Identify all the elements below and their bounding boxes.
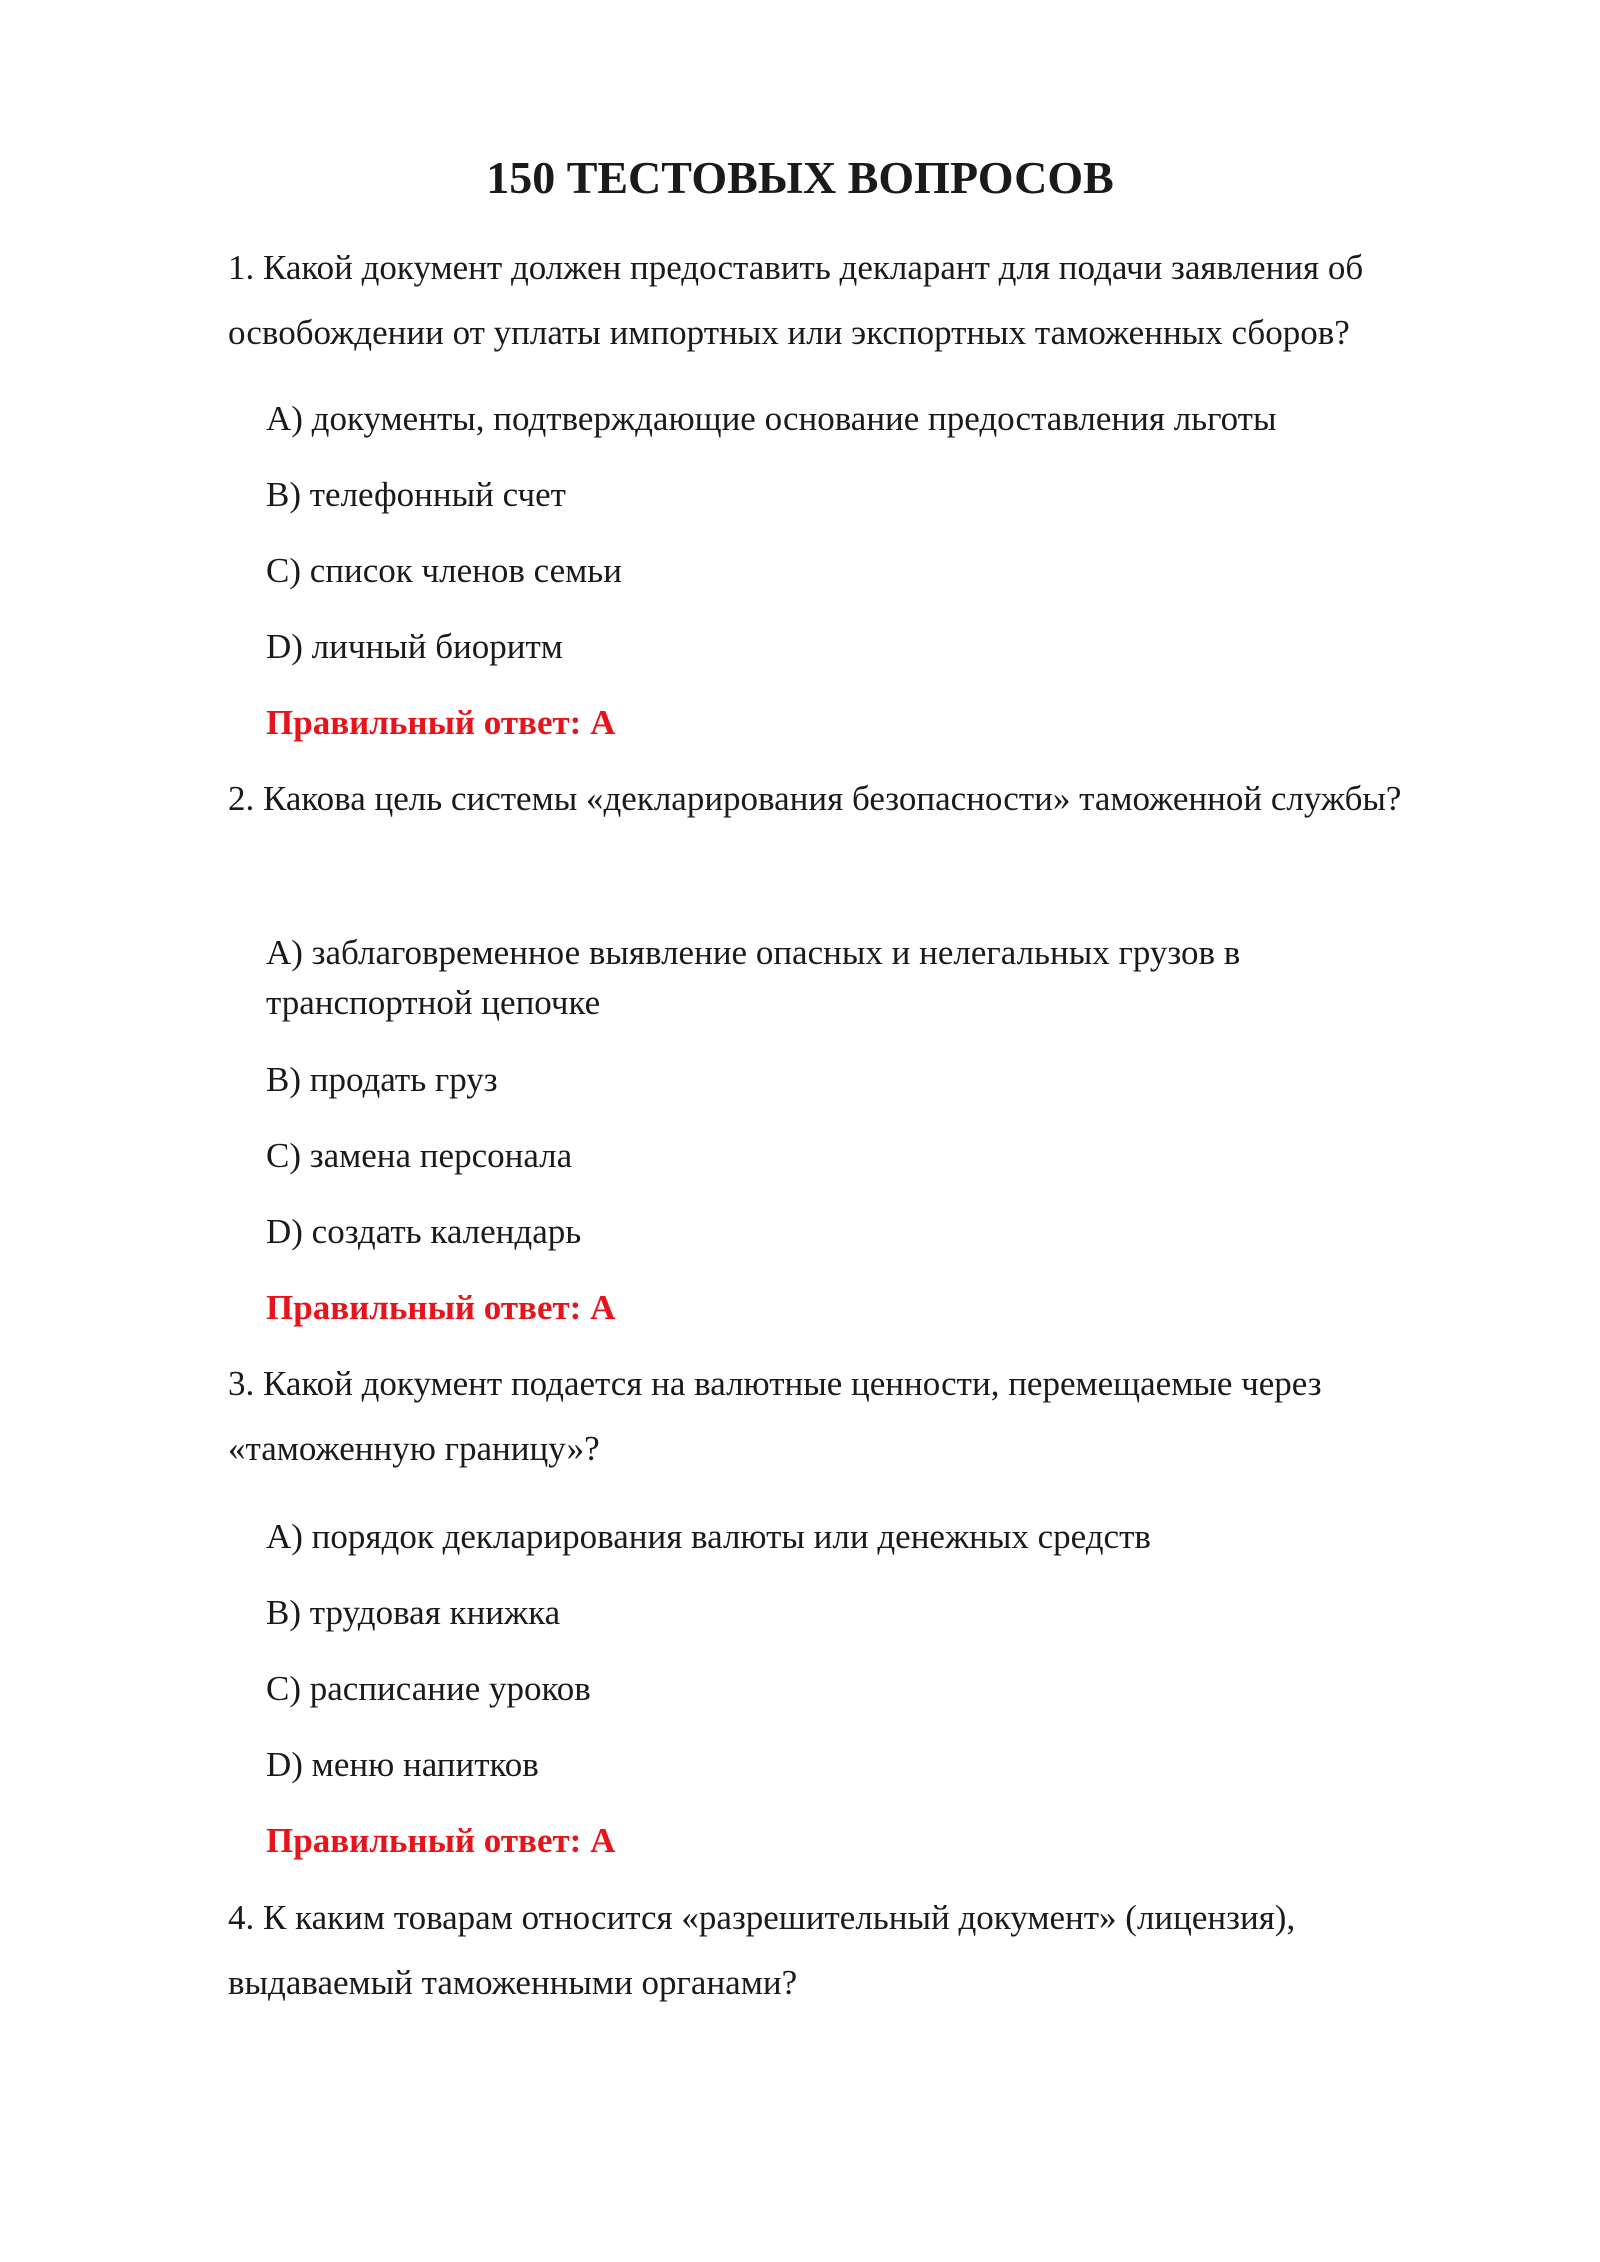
question-4: 4. К каким товарам относится «разрешительный документ» (лицензия), выдаваемый таможенными органами? — [228, 1898, 1296, 2002]
question-3-option-d: D) меню напитков — [266, 1745, 539, 1784]
question-2-option-b: B) продать груз — [266, 1060, 498, 1099]
question-3: 3. Какой документ подается на валютные ценности, перемещаемые через «таможенную границу»? — [228, 1364, 1322, 1468]
question-3-answer: Правильный ответ: A — [266, 1821, 616, 1860]
question-3-option-a: A) порядок декларирования валюты или денежных средств — [266, 1517, 1151, 1556]
question-1-option-d: D) личный биоритм — [266, 627, 563, 666]
question-1: 1. Какой документ должен предоставить декларант для подачи заявления об освобождении от уплаты импортных или экспортных таможенных сборов? — [228, 248, 1364, 352]
question-3-option-c: C) расписание уроков — [266, 1669, 591, 1708]
question-2-option-a: A) заблаговременное выявление опасных и нелегальных грузов в транспортной цепочке — [266, 933, 1241, 1022]
question-2-answer: Правильный ответ: A — [266, 1288, 616, 1327]
question-2-option-d: D) создать календарь — [266, 1212, 582, 1251]
question-3-option-b: B) трудовая книжка — [266, 1593, 561, 1632]
question-1-answer: Правильный ответ: A — [266, 703, 616, 742]
question-1-option-a: A) документы, подтверждающие основание предоставления льготы — [266, 399, 1277, 438]
question-2: 2. Какова цель системы «декларирования безопасности» таможенной службы? — [228, 779, 1402, 818]
question-1-option-b: B) телефонный счет — [266, 475, 566, 514]
question-1-option-c: C) список членов семьи — [266, 551, 622, 590]
document-title: 150 ТЕСТОВЫХ ВОПРОСОВ — [486, 152, 1114, 203]
question-2-option-c: C) замена персонала — [266, 1136, 573, 1175]
